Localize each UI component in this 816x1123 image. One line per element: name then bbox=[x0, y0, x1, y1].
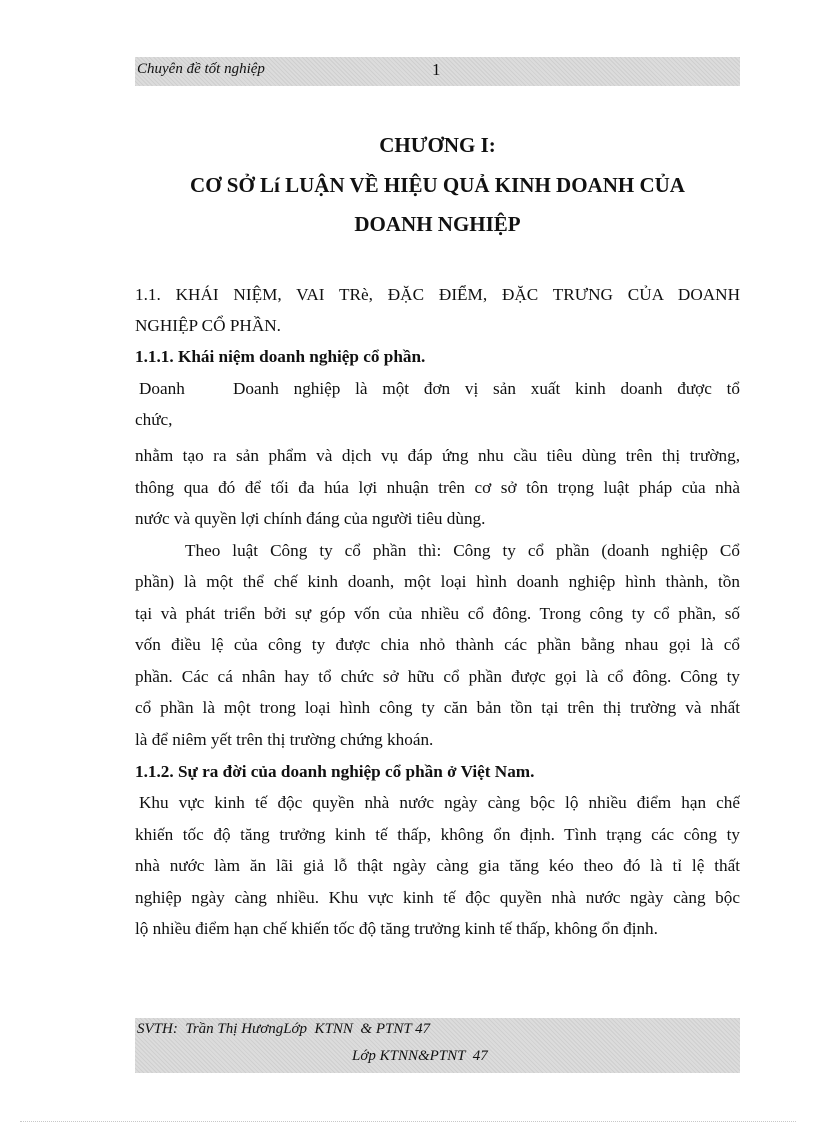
paragraph-3-line-5: phần. Các cá nhân hay tổ chức sở hữu cổ phần được gọi là cổ đông. Công ty bbox=[135, 667, 740, 686]
subsection-heading-1-1-2: 1.1.2. Sự ra đời của doanh nghiệp cổ phần ở Việt Nam. bbox=[135, 762, 535, 781]
section-heading-line-2: NGHIỆP CỔ PHẦN. bbox=[135, 316, 281, 335]
paragraph-2-line-3: nước và quyền lợi chính đáng của người tiêu dùng. bbox=[135, 509, 486, 528]
chapter-title-line-2: DOANH NGHIỆP bbox=[354, 212, 521, 236]
paragraph-leading-word: Doanh bbox=[139, 379, 185, 398]
section-heading-line-1: 1.1. KHÁI NIỆM, VAI TRè, ĐẶC ĐIỂM, ĐẶC TRƯNG CỦA DOANH bbox=[135, 285, 740, 304]
paragraph-2-line-1: nhằm tạo ra sản phẩm và dịch vụ đáp ứng nhu cầu tiêu dùng trên thị trường, bbox=[135, 446, 740, 465]
paragraph-3-line-1: Theo luật Công ty cổ phần thì: Công ty cổ phần (doanh nghiệp Cổ bbox=[185, 541, 740, 560]
paragraph-4-line-4: nghiệp ngày càng nhiều. Khu vực kinh tế độc quyền nhà nước ngày càng bộc bbox=[135, 888, 740, 907]
subsection-heading-1-1-1: 1.1.1. Khái niệm doanh nghiệp cổ phần. bbox=[135, 347, 426, 366]
footer-author: SVTH: Trần Thị HươngLớp KTNN & PTNT 47 bbox=[137, 1021, 431, 1037]
paragraph-1-line-2: chức, bbox=[135, 410, 173, 429]
footer-class: Lớp KTNN&PTNT 47 bbox=[352, 1048, 488, 1064]
page-header bbox=[135, 57, 740, 86]
paragraph-4-line-1: Khu vực kinh tế độc quyền nhà nước ngày càng bộc lộ nhiều điểm hạn chế bbox=[139, 793, 740, 812]
chapter-title-line-1: CƠ SỞ Lí LUẬN VỀ HIỆU QUẢ KINH DOANH CỦA bbox=[190, 173, 685, 197]
paragraph-4-line-5: lộ nhiều điểm hạn chế khiến tốc độ tăng trưởng kinh tế thấp, không ổn định. bbox=[135, 919, 658, 938]
paragraph-3-line-6: cổ phần là một trong loại hình công ty căn bản tồn tại trên thị trường và nhất bbox=[135, 698, 740, 717]
page-bottom-divider bbox=[20, 1121, 796, 1122]
chapter-number: CHƯƠNG I: bbox=[379, 133, 496, 157]
paragraph-2-line-2: thông qua đó để tối đa húa lợi nhuận trên cơ sở tôn trọng luật pháp của nhà bbox=[135, 478, 740, 497]
header-document-type: Chuyên đề tốt nghiệp bbox=[137, 61, 265, 77]
paragraph-4-line-3: nhà nước làm ăn lãi giả lỗ thật ngày càng gia tăng kéo theo đó là tỉ lệ thất bbox=[135, 856, 740, 875]
paragraph-4-line-2: khiến tốc độ tăng trưởng kinh tế thấp, không ổn định. Tình trạng các công ty bbox=[135, 825, 740, 844]
paragraph-3-line-3: tại và phát triển bởi sự góp vốn của nhiều cổ đông. Trong công ty cổ phần, số bbox=[135, 604, 740, 623]
page-number: 1 bbox=[432, 60, 441, 79]
paragraph-3-line-2: phần) là một thể chế kinh doanh, một loại hình doanh nghiệp hình thành, tồn bbox=[135, 572, 740, 591]
page-footer bbox=[135, 1018, 740, 1073]
paragraph-1-line-1: Doanh nghiệp là một đơn vị sản xuất kinh doanh được tổ bbox=[233, 379, 740, 398]
paragraph-3-line-4: vốn điều lệ của công ty được chia nhỏ thành các phần bằng nhau gọi là cổ bbox=[135, 635, 740, 654]
paragraph-3-line-7: là để niêm yết trên thị trường chứng khoán. bbox=[135, 730, 434, 749]
